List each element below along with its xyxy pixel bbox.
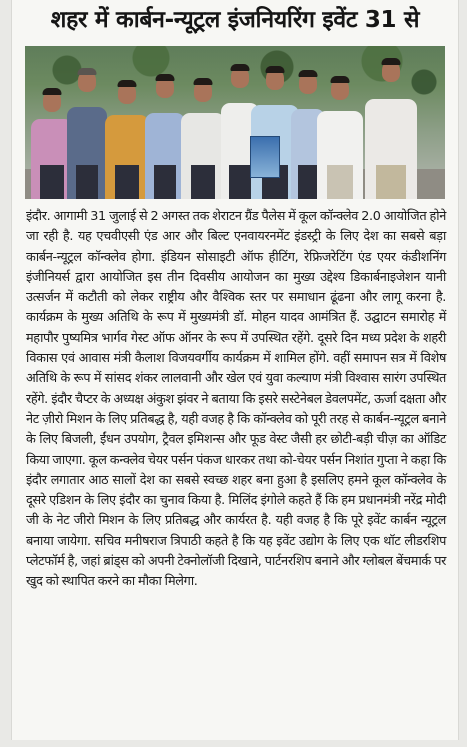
person: [67, 67, 107, 199]
person: [365, 57, 417, 199]
article-body: [26, 207, 446, 593]
person: [317, 75, 363, 199]
headline: शहर में कार्बन-न्यूट्रल इंजनियरिंग इवेंट 31 से: [50, 7, 420, 33]
group-photo: [25, 46, 445, 199]
report-booklet: [250, 136, 280, 178]
person: [105, 79, 149, 199]
newspaper-clipping: [11, 0, 459, 740]
dateline: इंदौर.: [26, 209, 51, 224]
article-text: आगामी 31 जुलाई से 2 अगस्त तक शेराटन ग्रैंड पैलेस में कूल कॉन्क्लेव 2.0 आयोजित होने जा रही है. यह एचवीएसी एंड आर और बिल्ट एनवायरनमेंट इंडस्ट्री के लिए देश का सबसे बड़ा कार्बन-न्यूट्रल कॉन्क्लेव होगा. इंडियन सोसाइटी ऑफ हीटिंग, रेफ्रिजरेटिंग एंड एयर कंडीशनिंग इंजीनियर्स द्वारा आयोजित इस तीन दिवसीय आयोजन का मुख्य उद्देश्य डिकार्बनाइजेशन यानी उत्सर्जन में कटौती को लेकर राष्ट्रीय और वैश्विक स्तर पर समाधान ढूंढना और लागू करना है. कार्यक्रम के मुख्य अतिथि के रूप में मुख्यमंत्री डॉ. मोहन यादव आमंत्रित हैं. उद्घाटन समारोह में महापौर पुष्यमित्र भार्गव गेस्ट ऑफ ऑनर के रूप में उपस्थित रहेंगे. दूसरे दिन मध्य प्रदेश के शहरी विकास एवं आवास मंत्री कैलाश विजयवर्गीय कार्यक्रम में शामिल होंगे. वहीं समापन सत्र में विशेष अतिथि के रूप में सांसद शंकर लालवानी और खेल एवं युवा कल्याण मंत्री विश्वास सारंग उपस्थित रहेंगे. इंदौर चैप्टर के अध्यक्ष अंकुश झंवर ने बताया कि इसरे सस्टेनेबल डेवलपमेंट, ऊर्जा दक्षता और नेट ज़ीरो मिशन के लिए प्रतिबद्ध है, यही वजह है कि कॉन्क्लेव को पूरी तरह से कार्बन-न्यूट्रल बनाने के लिए बिजली, ईंधन उपयोग, ट्रैवल इमिशन्स और फूड वेस्ट जैसी हर छोटी-बड़ी चीज़ का ऑडिट किया जाएगा. कूल कन्क्लेव चेयर पर्सन पंकज धारकर तथा को-चेयर पर्सन निशांत गुप्ता ने कहा कि इंदौर लगातार आठ सालों देश का सबसे स्वच्छ शहर बना हुआ है इसलिए हमने कूल कॉन्क्लेव के दूसरे एडिशन के लिए इंदौर का चुनाव किया है. मिलिंद इंगोले कहते हैं कि हम प्रधानमंत्री नरेंद्र मोदी जी के नेट जीरो मिशन के लिए प्रतिबद्ध और कार्यरत है. यही वजह है कि पूरे इवेंट कार्बन न्यूट्रल बनाया जायेगा. सचिव मनीषराज त्रिपाठी कहते है कि यह इवेंट उद्योग के लिए एक थॉट लीडरशिप प्लेटफॉर्म है, जहां ब्रांड्स को अपनी टेक्नोलॉजी दिखाने, पार्टनरशिप बनाने और ग्लोबल बेंचमार्क पर खुद को स्थापित करने का मौका मिलेगा.: [26, 209, 446, 590]
person: [181, 77, 225, 199]
person: [145, 73, 185, 199]
